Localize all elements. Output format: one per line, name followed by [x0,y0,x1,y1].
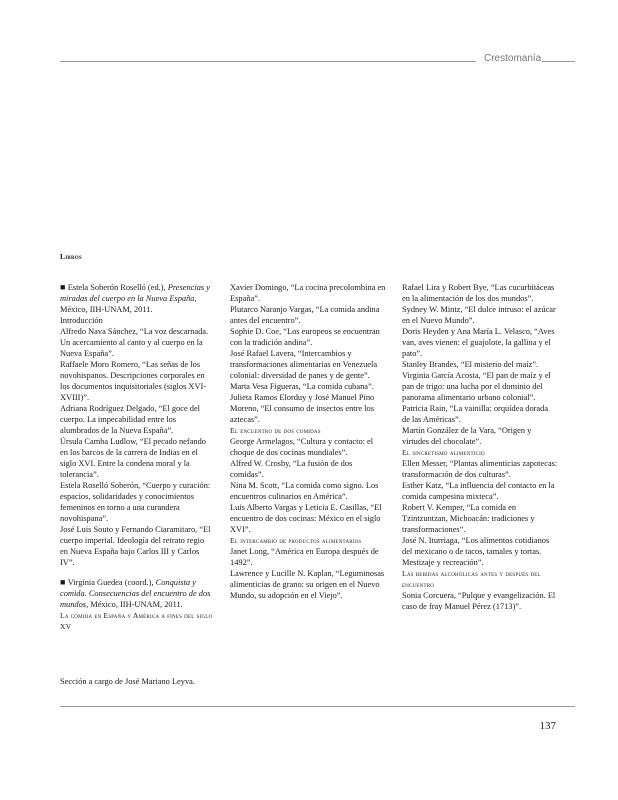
chapter-entry: Marta Vesa Figueras, “La comida cubana”. [230,382,374,391]
chapter-entry: José Luis Souto y Fernando Ciaramitaro, “El cuerpo imperial. Ideología del retrato regio en Nueva España bajo Carlos III y Carlos IV”. [60,525,211,567]
square-bullet-icon: ■ [60,577,68,587]
column-2 [230,282,386,601]
column-1 [60,282,214,632]
footer-rule [60,706,575,707]
book-entry [60,577,214,610]
book-author: Estela Soberón Roselló (ed.), [67,283,168,292]
subsection-heading: La comida en España y América a fines del siglo XV [60,611,213,631]
subsection-heading: Las bebidas alcohólicas antes y después del encuentro [402,569,541,589]
chapter-entry: Robert V. Kemper, “La comida en Tzintzuntzan, Michoacán: tradiciones y transformaciones”. [402,503,535,534]
book-publication: , México, IIH-UNAM, 2011. [60,294,197,314]
chapter-entry: Esther Katz, “La influencia del contacto en la comida campesina mixteca”. [402,481,555,501]
subsection-heading: El intercambio de productos alimentarios [230,536,362,545]
square-bullet-icon: ■ [60,282,68,292]
chapter-entry: Úrsula Camba Ludlow, “El pecado nefando en los barcos de la carrera de Indias en el siglo XVI. Entre la condena moral y la tolerancia”. [60,437,206,479]
section-title: Libros [60,252,82,261]
book-author: Virginia Guedea (coord.), [67,578,156,587]
running-head: Crestomanía [484,53,542,64]
subsection-heading: El sincretismo alimenticio [402,448,485,457]
section-credit: Sección a cargo de José Mariano Leyva. [60,677,195,686]
book-publication: , México, IIH-UNAM, 2011. [86,600,183,609]
chapter-entry: Adriana Rodríguez Delgado, “El goce del cuerpo. La impecabilidad entre los alumbrados de la Nueva España”. [60,404,200,435]
column-3 [402,282,558,612]
chapter-entry: Sydney W. Mintz, “El dulce intruso: el azúcar en el Nuevo Mundo”. [402,305,556,325]
chapter-entry: Sonia Corcuera, “Pulque y evangelización. El caso de fray Manuel Pérez (1713)”. [402,591,556,611]
chapter-entry: Patricia Rain, “La vainilla: orquídea dorada de las Américas”. [402,404,549,424]
chapter-entry: Estela Roselló Soberón, “Cuerpo y curación: espacios, solidaridades y conocimientos femeninos en torno a una curandera novohispana”. [60,481,211,523]
header-rule-left [60,61,476,62]
chapter-entry: Rafael Lira y Robert Bye, “Las cucurbitáceas en la alimentación de los dos mundos”. [402,283,555,303]
subsection-heading: El encuentro de dos comidas [230,426,321,435]
chapter-entry: Luis Alberto Vargas y Leticia E. Casillas, “El encuentro de dos cocinas: México en el siglo XVI”. [230,503,382,534]
header-rule-right [542,61,575,62]
chapter-entry: Alfredo Nava Sánchez, “La voz descarnada. Un acercamiento al canto y al cuerpo en la Nueva España”. [60,327,209,358]
chapter-entry: José Rafael Lavera, “Intercambios y transformaciones alimentarias en Venezuela colonial: diversidad de panes y de gente”. [230,349,378,380]
chapter-entry: Julieta Ramos Elorduy y José Manuel Pino Moreno, “El consumo de insectos entre los aztecas”. [230,393,375,424]
chapter-entry: Alfred W. Crosby, “La fusión de dos comidas”. [230,459,353,479]
chapter-entry: Introducción [60,316,103,325]
book-entry [60,282,214,315]
chapter-entry: Raffaele Moro Romero, “Las señas de los novohispanos. Descripciones corporales en los documentos inquisitoriales (siglos XVI-XVIII)”. [60,360,207,402]
book-title: Presencias y miradas del cuerpo en la Nueva España [60,283,210,303]
chapter-entry: Sophie D. Coe, “Los europeos se encuentran con la tradición andina”. [230,327,380,347]
chapter-entry: Ellen Messer, “Plantas alimenticias zapotecas: transformación de dos culturas”. [402,459,558,479]
chapter-entry: Nina M. Scott, “La comida como signo. Los encuentros culinarios en América”. [230,481,379,501]
chapter-entry: Janet Long, “América en Europa después de 1492”. [230,547,379,567]
page-number: 137 [539,720,556,732]
chapter-entry: Martín González de la Vara, “Origen y virtudes del chocolate”. [402,426,532,446]
chapter-entry: Plutarco Naranjo Vargas, “La comida andina antes del encuentro”. [230,305,380,325]
chapter-entry: José N. Iturriaga, “Los alimentos cotidianos del mexicano o de tacos, tamales y tortas. Mestizaje y recreación”. [402,536,550,567]
chapter-entry: Xavier Domingo, “La cocina precolombina en España”. [230,283,386,303]
chapter-entry: George Armelagos, “Cultura y contacto: el choque de dos cocinas mundiales”. [230,437,374,457]
chapter-entry: Lawrence y Lucille N. Kaplan, “Leguminosas alimenticias de grano: su origen en el Nuevo Mundo, su adopción en el Viejo”. [230,569,385,600]
chapter-entry: Doris Heyden y Ana María L. Velasco, “Aves van, aves vienen: el guajolote, la gallina y el pato”. [402,327,555,358]
book-title: Conquista y comida. Consecuencias del encuentro de dos mundos [60,578,211,609]
chapter-entry: Virginia García Acosta, “El pan de maíz y el pan de trigo: una lucha por el dominio del panorama alimentario urbano colonial”. [402,371,551,402]
chapter-entry: Stanley Brandes, “El misterio del maíz”. [402,360,539,369]
